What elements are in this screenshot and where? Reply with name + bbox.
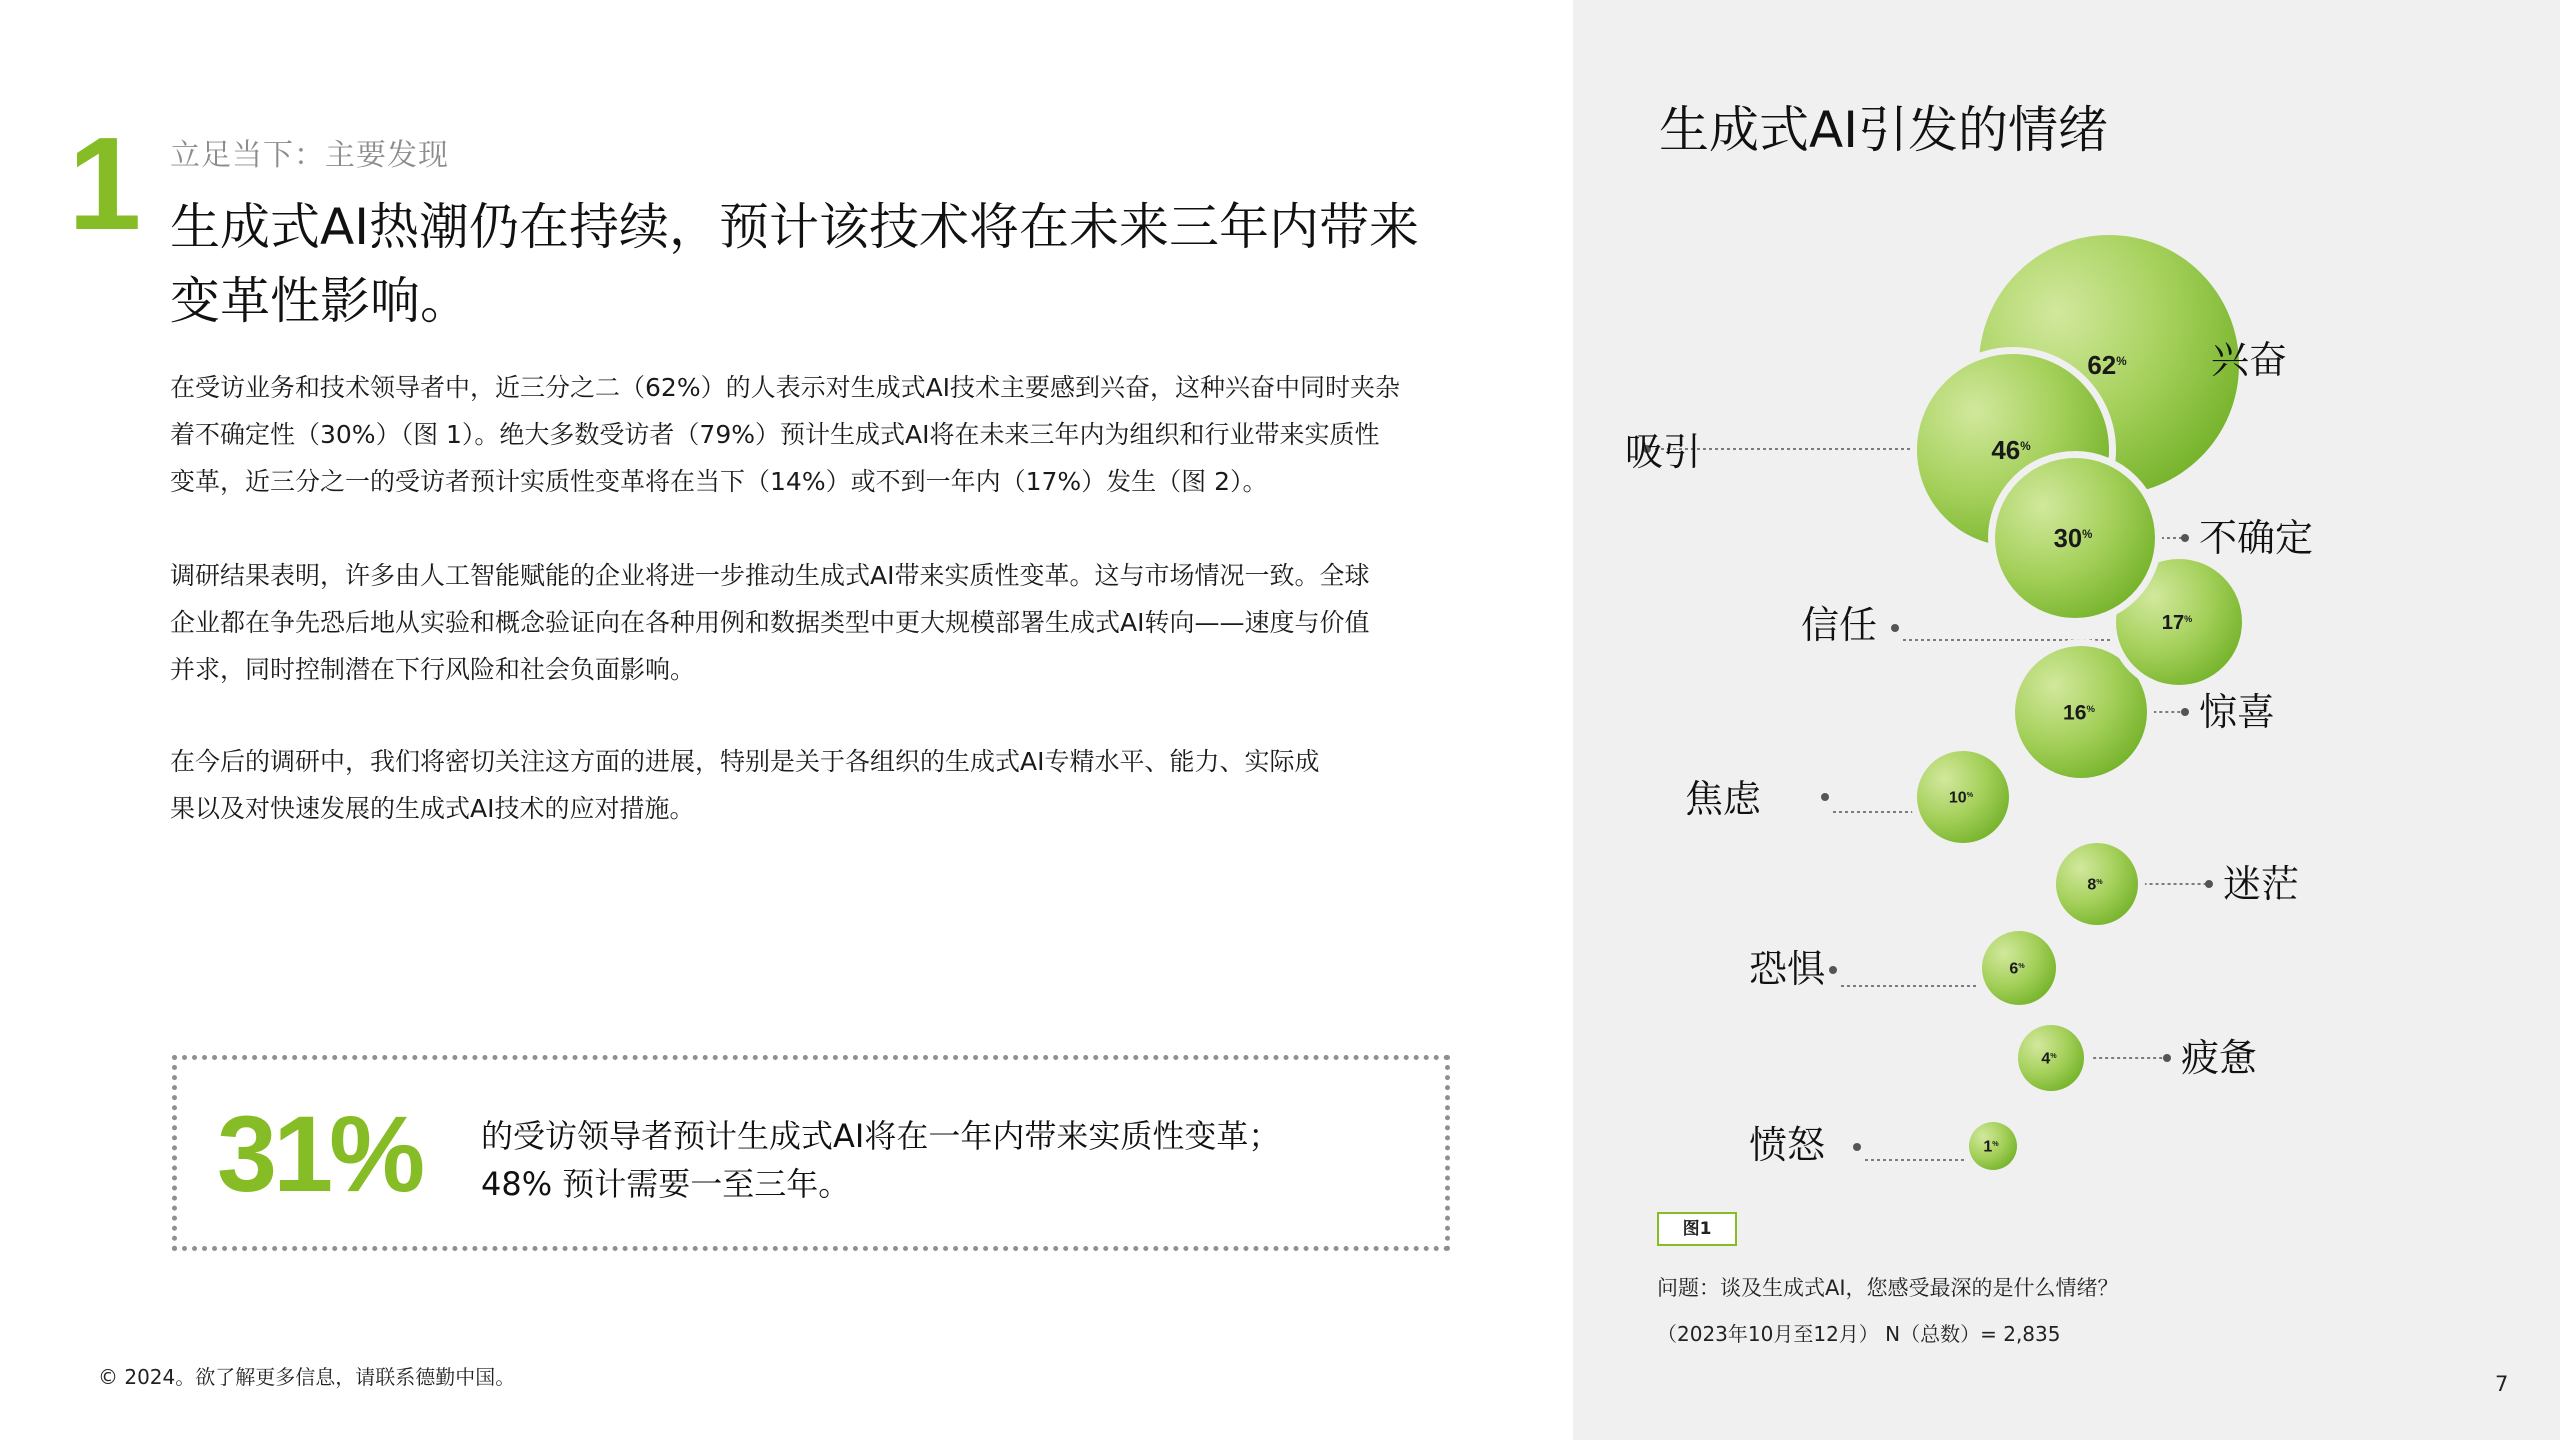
figure-question: 问题：谈及生成式AI，您感受最深的是什么情绪？ [1657, 1276, 2119, 1300]
bubble-value-label: 10% [1948, 789, 1974, 807]
paragraph-line: 企业都在争先恐后地从实验和概念验证向在各种用例和数据类型中更大规模部署生成式AI转向——速度与价值 [170, 608, 1370, 637]
callout-stat: 31% [217, 1093, 422, 1214]
leader-dot [1853, 1143, 1861, 1151]
paragraph-3 [170, 738, 1430, 832]
chart-title: 生成式AI引发的情绪 [1659, 101, 2108, 159]
section-number: 1 [68, 110, 142, 257]
figure-period: （2023年10月至12月） N（总数）= 2,835 [1657, 1322, 2061, 1346]
figure-badge: 图1 [1657, 1212, 1737, 1246]
bubble [1975, 924, 2063, 1012]
emotion-label: 惊喜 [2199, 690, 2276, 734]
bubble-value-label: 8% [2087, 876, 2103, 894]
bubble [1988, 451, 2162, 625]
callout-box [172, 1055, 1450, 1251]
leader-dot [1829, 966, 1837, 974]
bubble-value-label: 46% [1991, 435, 2031, 466]
bubble [2011, 1018, 2091, 1098]
leader-dot [2205, 880, 2213, 888]
paragraph-1 [170, 364, 1500, 505]
emotion-label: 恐惧 [1749, 947, 1826, 991]
paragraph-line: 调研结果表明，许多由人工智能赋能的企业将进一步推动生成式AI带来实质性变革。这与市场情况一致。全球 [170, 561, 1370, 590]
paragraph-line: 并求，同时控制潜在下行风险和社会负面影响。 [170, 655, 696, 684]
emotion-label: 疲惫 [2181, 1036, 2258, 1080]
page-headline [170, 190, 1500, 338]
callout-line-1: 的受访领导者预计生成式AI将在一年内带来实质性变革； [481, 1117, 1281, 1155]
bubble [2049, 836, 2145, 932]
emotion-label: 迷茫 [2223, 862, 2300, 906]
paragraph-line: 果以及对快速发展的生成式AI技术的应对措施。 [170, 794, 695, 823]
bubble-value-label: 4% [2041, 1050, 2057, 1068]
headline-line-2: 变革性影响。 [170, 272, 470, 330]
leader-dot [2181, 708, 2189, 716]
footer-copyright: © 2024。欲了解更多信息，请联系德勤中国。 [98, 1365, 516, 1389]
bubble-value-label: 6% [2009, 960, 2025, 978]
leader-dot [1821, 793, 1829, 801]
bubble [1910, 744, 2016, 850]
bubble [1962, 1115, 2024, 1177]
emotion-bubble-chart [1573, 0, 2560, 1200]
callout-text [481, 1112, 1280, 1208]
paragraph-2 [170, 552, 1500, 693]
emotion-label: 兴奋 [2211, 338, 2288, 382]
section-label: 立足当下：主要发现 [170, 138, 449, 173]
chart-panel [1573, 0, 2560, 1440]
paragraph-line: 在今后的调研中，我们将密切关注这方面的进展，特别是关于各组织的生成式AI专精水平、能力、实际成 [170, 747, 1320, 776]
callout-line-2: 48% 预计需要一至三年。 [481, 1165, 851, 1203]
paragraph-line: 着不确定性（30%）（图 1）。绝大多数受访者（79%）预计生成式AI将在未来三年内为组织和行业带来实质性 [170, 420, 1380, 449]
leader-dot [2181, 534, 2189, 542]
leader-dot [1891, 624, 1899, 632]
bubble-value-label: 62% [2087, 350, 2127, 381]
bubble-value-label: 16% [2063, 701, 2095, 725]
bubble-value-label: 30% [2053, 524, 2093, 553]
paragraph-line: 在受访业务和技术领导者中，近三分之二（62%）的人表示对生成式AI技术主要感到兴奋，这种兴奋中同时夹杂 [170, 373, 1401, 402]
page-number: 7 [2495, 1372, 2509, 1396]
leader-dot [2163, 1054, 2171, 1062]
emotion-label: 不确定 [2199, 516, 2314, 560]
headline-line-1: 生成式AI热潮仍在持续，预计该技术将在未来三年内带来 [170, 198, 1419, 256]
emotion-label: 信任 [1801, 603, 1878, 647]
paragraph-line: 变革，近三分之一的受访者预计实质性变革将在当下（14%）或不到一年内（17%）发生（图 2）。 [170, 467, 1268, 496]
bubble-value-label: 1% [1983, 1138, 1999, 1156]
emotion-label: 愤怒 [1749, 1123, 1826, 1167]
emotion-label: 吸引 [1625, 430, 1702, 474]
bubble-value-label: 17% [2161, 612, 2193, 635]
emotion-label: 焦虑 [1685, 777, 1762, 821]
